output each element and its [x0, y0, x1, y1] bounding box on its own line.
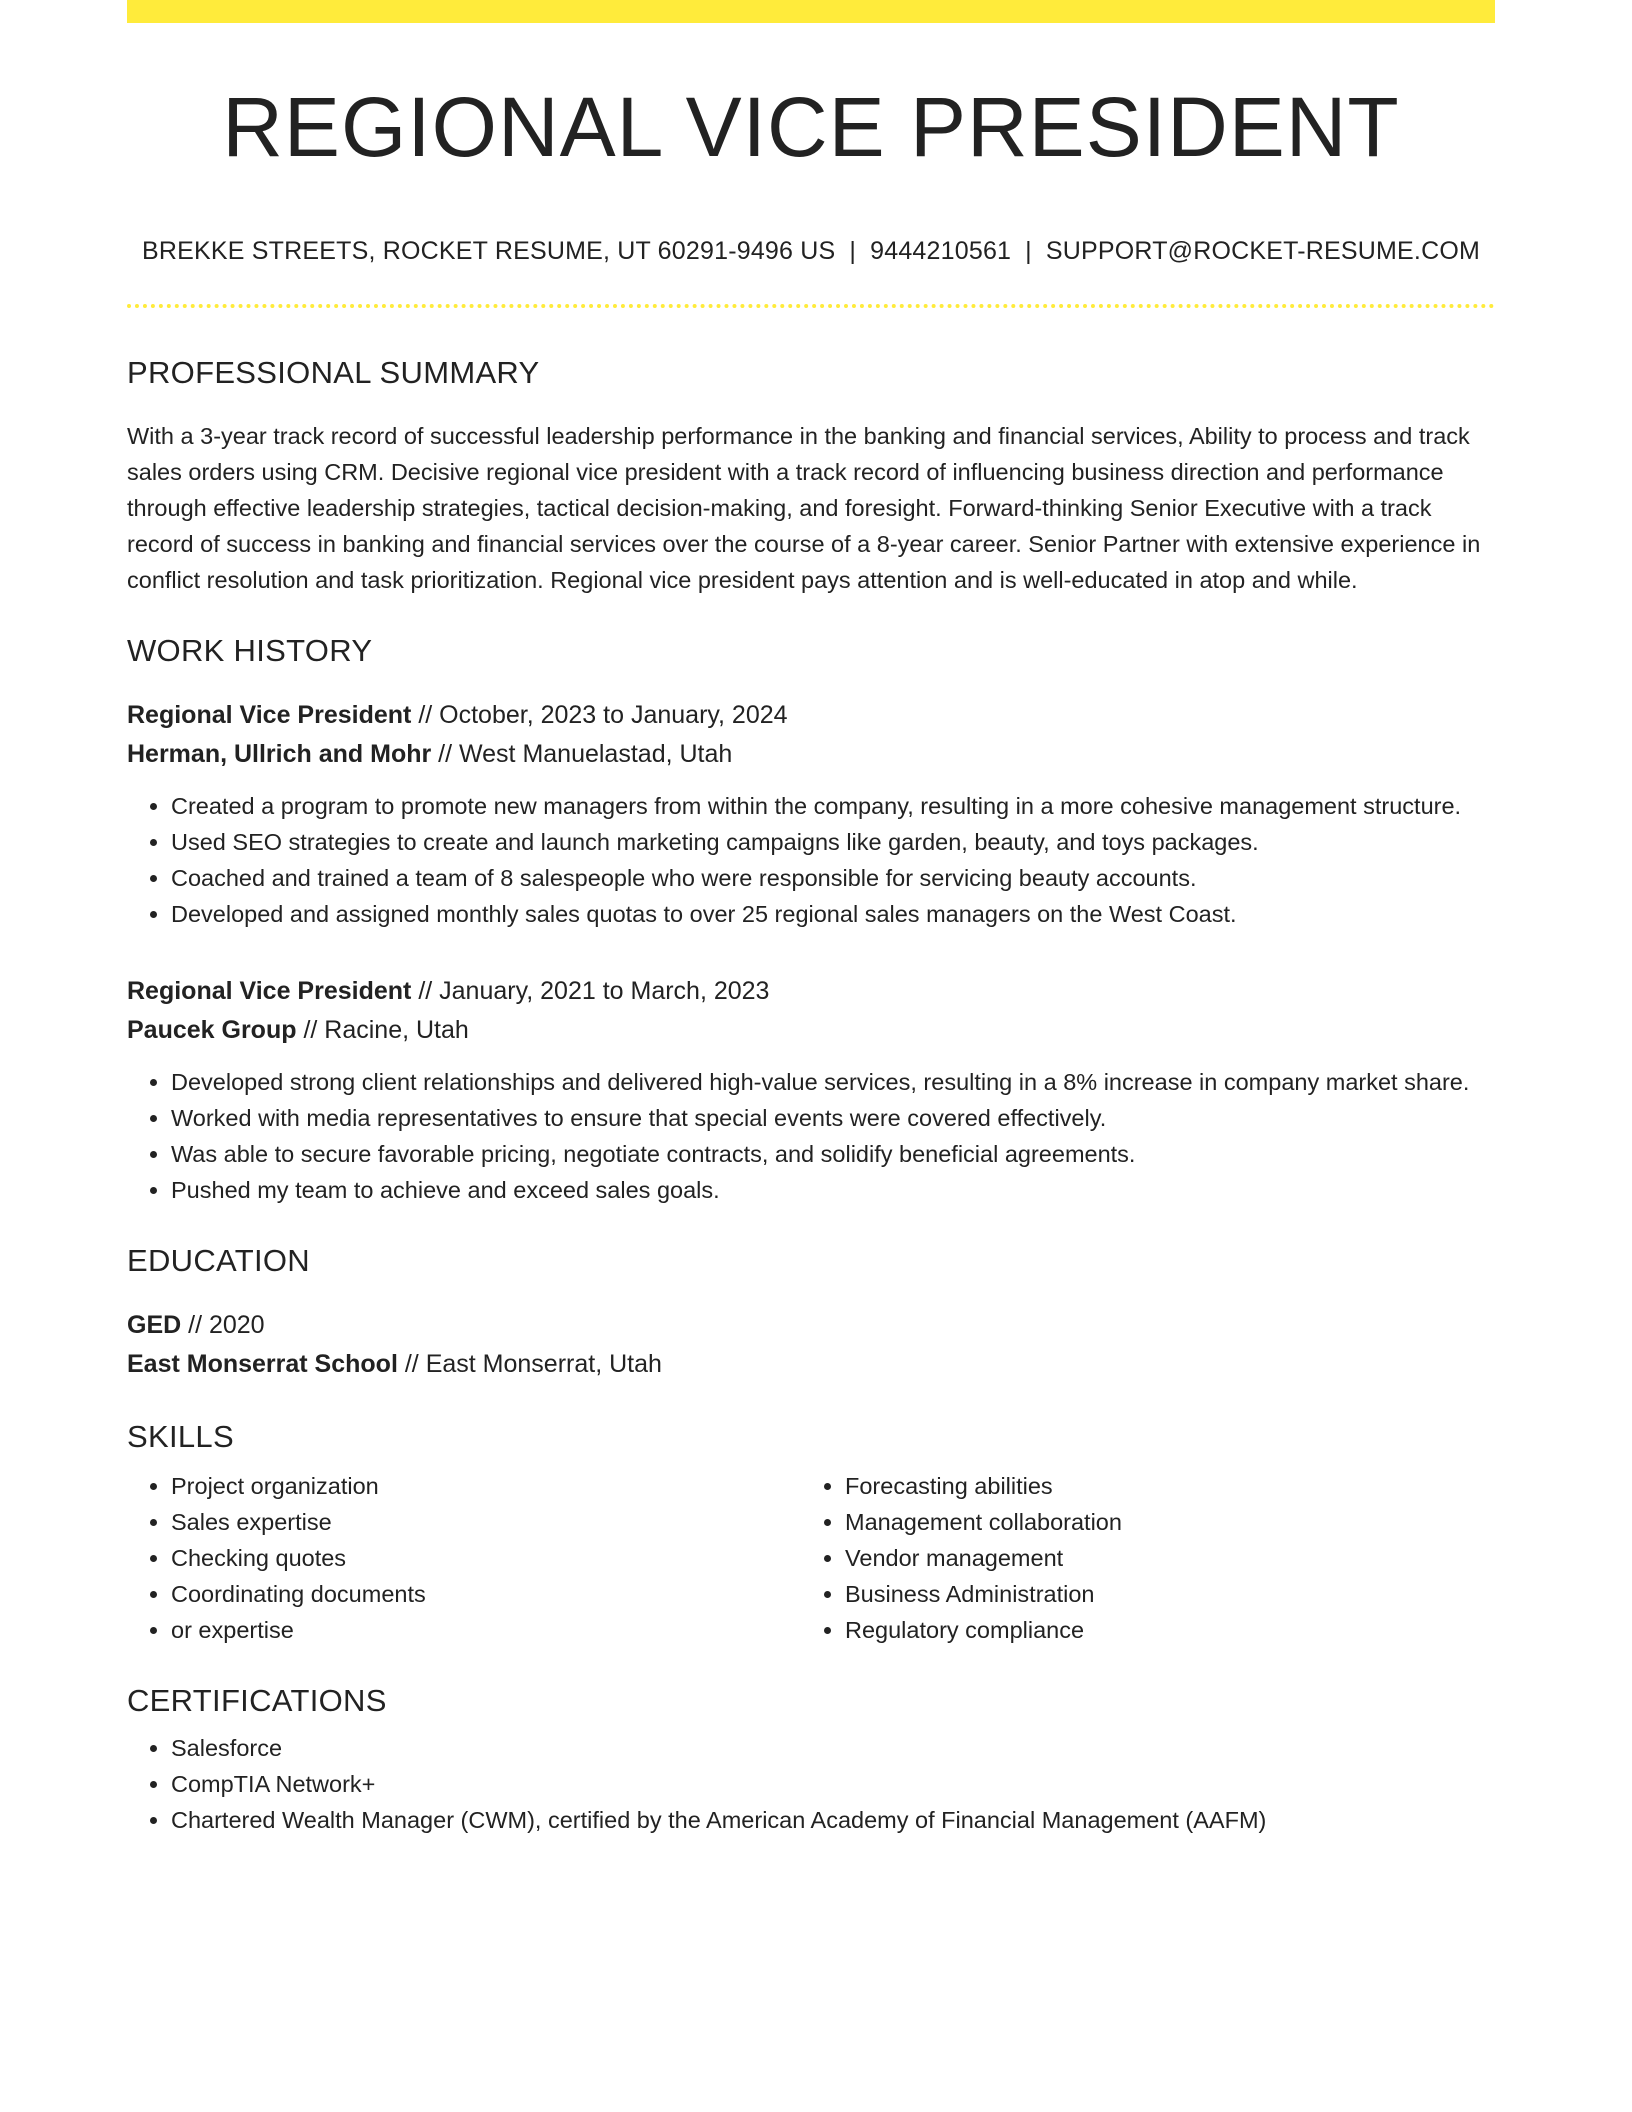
education-degree: GED [127, 1311, 182, 1339]
job-bullets [127, 788, 1495, 932]
education-degree-line [127, 1306, 1495, 1345]
list-item: • or expertise [171, 1612, 801, 1648]
job-role: Regional Vice President [127, 701, 412, 729]
list-item: • Checking quotes [171, 1540, 801, 1576]
accent-bar [127, 0, 1495, 23]
work-history-heading: WORK HISTORY [127, 633, 373, 668]
list-item: • Project organization [171, 1468, 801, 1504]
list-item: • Created a program to promote new managers from within the company, resulting in a more cohesive management structure. [171, 788, 1495, 824]
list-item: • Business Administration [845, 1576, 1445, 1612]
job-location: // West Manuelastad, Utah [431, 740, 733, 768]
job-company-line [127, 1011, 1495, 1050]
education-school: East Monserrat School [127, 1350, 398, 1378]
job-title-line [127, 972, 1495, 1011]
list-item: • Developed and assigned monthly sales quotas to over 25 regional sales managers on the West Coast. [171, 896, 1495, 932]
contact-email: SUPPORT@ROCKET-RESUME.COM [1045, 237, 1481, 265]
resume-name: REGIONAL VICE PRESIDENT [222, 80, 1400, 174]
job-entry [127, 696, 1495, 932]
education-school-line [127, 1345, 1495, 1384]
job-role: Regional Vice President [127, 977, 412, 1005]
job-entry [127, 972, 1495, 1208]
job-dates: // January, 2021 to March, 2023 [411, 977, 770, 1005]
education-year: // 2020 [181, 1311, 265, 1339]
job-company-line [127, 735, 1495, 774]
skills-heading: SKILLS [127, 1419, 234, 1454]
resume-page [127, 0, 1495, 1838]
list-item: • Sales expertise [171, 1504, 801, 1540]
list-item: • Chartered Wealth Manager (CWM), certified by the American Academy of Financial Management (AAFM) [171, 1802, 1495, 1838]
contact-address: BREKKE STREETS, ROCKET RESUME, UT 60291-9496 US [141, 237, 836, 265]
skills-list-left [127, 1468, 801, 1648]
list-item: • Regulatory compliance [845, 1612, 1445, 1648]
contact-phone: 9444210561 [870, 237, 1012, 265]
list-item: • Developed strong client relationships and delivered high-value services, resulting in a 8% increase in company market share. [171, 1064, 1495, 1100]
list-item: • Forecasting abilities [845, 1468, 1445, 1504]
list-item: • Vendor management [845, 1540, 1445, 1576]
summary-text: With a 3-year track record of successful leadership performance in the banking and financial services, Ability to process and track sales orders using CRM. Decisive regional vice president with a track record of influencing business direction and performance through effective leadership strategies, tactical decision-making, and foresight. Forward-thinking Senior Executive with a track record of success in banking and financial services over the course of a 8-year career. Senior Partner with extensive experience in conflict resolution and task prioritization. Regional vice president pays attention and is well-educated in atop and while. [127, 423, 1481, 593]
dotted-divider [127, 304, 1495, 308]
job-location: // Racine, Utah [296, 1016, 469, 1044]
list-item: • Used SEO strategies to create and launch marketing campaigns like garden, beauty, and toys packages. [171, 824, 1495, 860]
education-location: // East Monserrat, Utah [397, 1350, 662, 1378]
contact-separator: | [1025, 237, 1032, 265]
list-item: • Coordinating documents [171, 1576, 801, 1612]
certifications-list [127, 1730, 1495, 1838]
job-company: Paucek Group [127, 1016, 297, 1044]
contact-line [127, 239, 1495, 264]
list-item: • Was able to secure favorable pricing, negotiate contracts, and solidify beneficial agreements. [171, 1136, 1495, 1172]
list-item: • Pushed my team to achieve and exceed sales goals. [171, 1172, 1495, 1208]
job-title-line [127, 696, 1495, 735]
list-item: • Management collaboration [845, 1504, 1445, 1540]
summary-heading: PROFESSIONAL SUMMARY [127, 355, 540, 390]
list-item: • Coached and trained a team of 8 salespeople who were responsible for servicing beauty accounts. [171, 860, 1495, 896]
list-item: • Salesforce [171, 1730, 1495, 1766]
list-item: • Worked with media representatives to ensure that special events were covered effectively. [171, 1100, 1495, 1136]
certifications-heading: CERTIFICATIONS [127, 1683, 387, 1718]
job-bullets [127, 1064, 1495, 1208]
list-item: • CompTIA Network+ [171, 1766, 1495, 1802]
job-company: Herman, Ullrich and Mohr [127, 740, 432, 768]
job-dates: // October, 2023 to January, 2024 [411, 701, 788, 729]
skills-list-right [801, 1468, 1445, 1648]
skills-columns [127, 1468, 1495, 1648]
contact-separator: | [849, 237, 857, 265]
education-heading: EDUCATION [127, 1243, 310, 1278]
